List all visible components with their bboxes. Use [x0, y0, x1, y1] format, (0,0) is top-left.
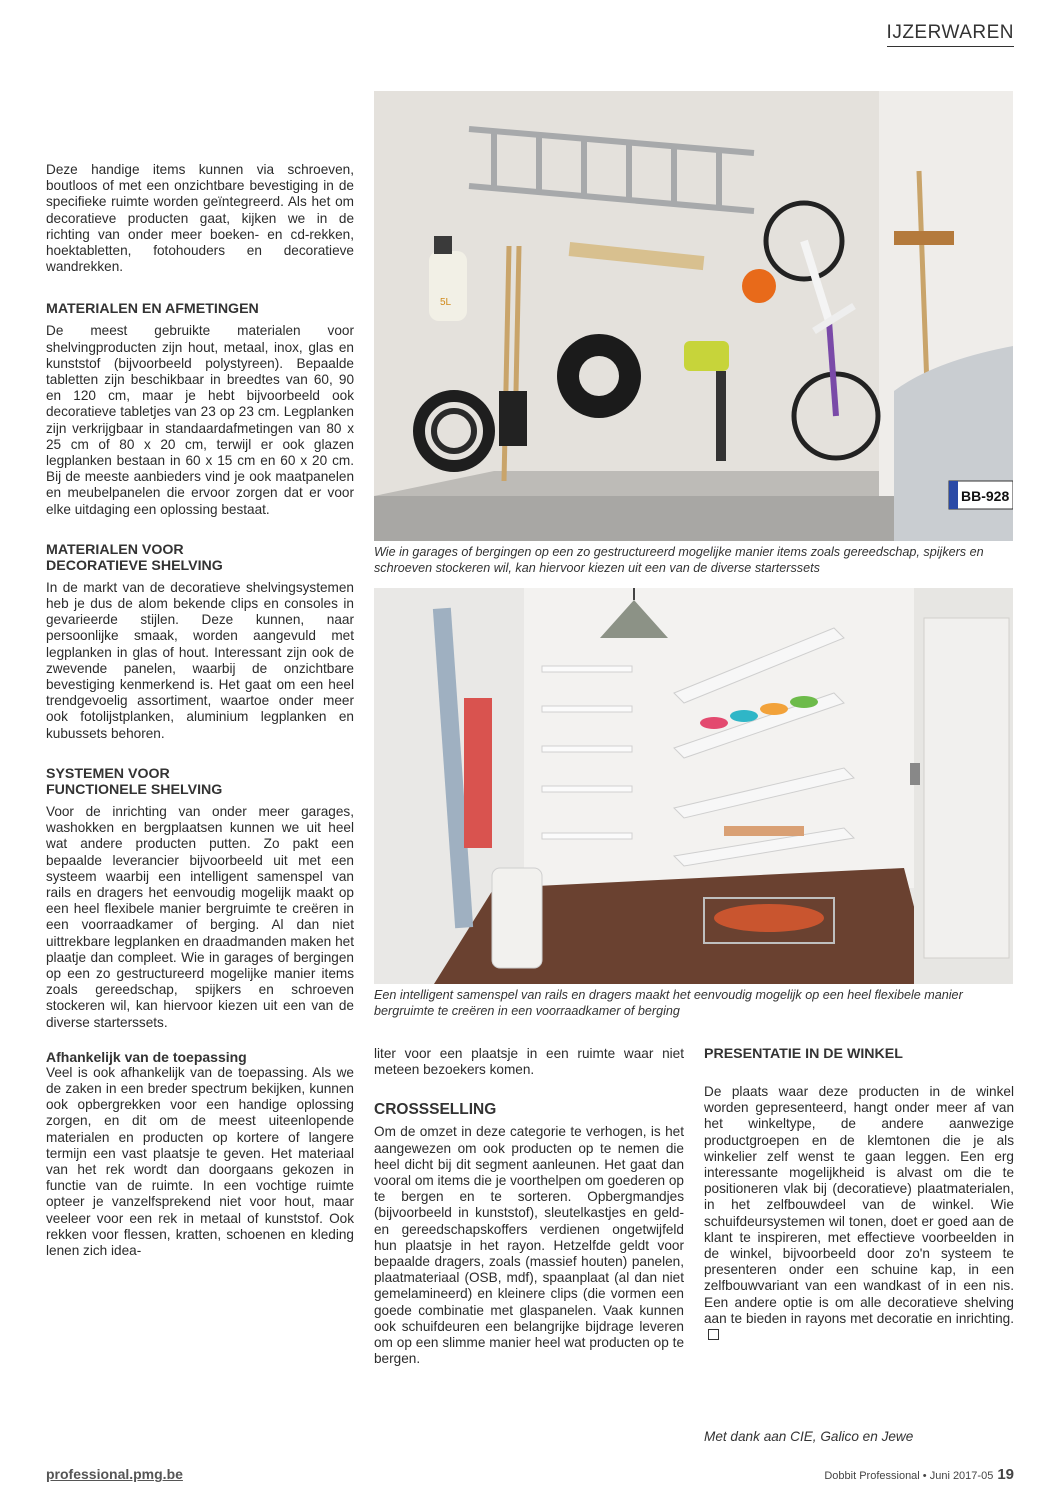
heading-functional-line2: FUNCTIONELE SHELVING	[46, 781, 223, 798]
heading-functional	[46, 766, 354, 798]
end-mark-icon	[708, 1329, 719, 1340]
photo-garage-storage	[374, 91, 1013, 541]
intro-paragraph: Deze handige items kunnen via schroeven, boutloos of met een onzichtbare bevestiging in de specifieke ruimte worden geïntegreerd. Als het om decoratieve producten gaat, kijken we in de richting van onder meer boeken- en cd-rekken, hoektabletten, fotohouders en decoratieve wandrekken.	[46, 162, 354, 275]
left-column	[46, 162, 354, 1273]
caption-photo-2: Een intelligent samenspel van rails en dragers maakt het eenvoudig mogelijk op een heel flexibele manier bergruimte te creëren in een voorraadkamer of berging	[374, 988, 963, 1018]
paragraph-application: Veel is ook afhankelijk van de toepassing. Als we de zaken in een breder spectrum bekijken, kunnen ook opbergrekken voor een handige oplossing zorgen, en dit om de meest uiteenlopende materialen en producten op kortere of langere termijn een vast plaatsje te geven. Het materiaal van het rek wordt dan doorgaans gekozen in functie van de ruimte. In een vochtige ruimte opteer je vanzelfsprekend niet voor hout, maar veeleer voor een rek in metaal of kunststof. Ook rekken voor flessen, kratten, schoenen en kleding lenen zich idea-	[46, 1064, 354, 1258]
paragraph-crossselling: Om de omzet in deze categorie te verhogen, is het aangewezen om ook producten op te nemen die heel dicht bij dit segment aanleunen. Het gaat dan vooral om items die je voorthelpen om goederen op te bergen en te sorteren. Opbergmandjes (bijvoorbeeld in kunststof), sleutelkastjes en geld- en gereedschapskoffers verdienen ongetwijfeld hun plaatsje in het rayon. Hetzelfde geldt voor bepaalde dragers, zoals (massief houten) panelen, plaatmateriaal (OSB, mdf), spaanplaat (al dan niet gemelamineerd) en kleinere clips (die vormen een goede combinatie met glaspanelen. Vaak kunnen ook schuifdeuren een belangrijke bijdrage leveren om op een slimme manier heel wat producten op te bergen.	[374, 1124, 684, 1367]
middle-column	[374, 1046, 684, 1381]
caption-photo-1: Wie in garages of bergingen op een zo gestructureerd mogelijke manier items zoals gereedschap, spijkers en schroeven stockeren wil, kan hiervoor kiezen uit een van de diverse starterssets	[374, 545, 984, 575]
paragraph-materials: De meest gebruikte materialen voor shelvingproducten zijn hout, metaal, inox, glas en kunststof (bijvoorbeeld polystyreen). Bepaalde tabletten zijn beschikbaar in breedtes van 60, 90 en 120 cm, maar je hebt bijvoorbeeld ook decoratieve tabletjes van 23 op 23 cm. Legplanken zijn verkrijgbaar in standaardafmetingen van 80 x 25 cm of 80 x 20 cm, terwijl er ook glazen legplanken bestaan in 60 x 15 cm en 60 x 20 cm. Bij de meeste aanbieders vind je ook maatpanelen en meubelpanelen die ervoor zorgen dat er voor elke uitdaging een oplossing bestaat.	[46, 323, 354, 517]
credits: Met dank aan CIE, Galico en Jewe	[704, 1429, 914, 1444]
paragraph-functional: Voor de inrichting van onder meer garages, washokken en bergplaatsen kunnen we uit heel wat andere producten putten. Zo pakt een bepaalde leverancier bijvoorbeeld uit met een systeem waarbij een intelligent samenspel van rails en dragers het eenvoudig mogelijk maakt op een heel flexibele manier bergruimte te creëren in een voorraadkamer of berging. Al dan niet uittrekbare legplanken en draadmanden maken het plaatje dan compleet. Wie in garages of bergingen op een zo gestructureerd mogelijke manier items zoals gereedschap, spijkers en schroeven stockeren wil, kan hiervoor kiezen uit een van de diverse starterssets.	[46, 803, 354, 1030]
paragraph-decorative: In de markt van de decoratieve shelvingsystemen heb je dus de alom bekende clips en consoles in gevarieerde stijlen. Deze kunnen, naar persoonlijke smaak, worden aangevuld met legplanken in glas of hout. Interessant zijn ook de zwevende panelen, waarbij de onzichtbare bevestiging kenmerkend is. Het gaat om een heel trendgevoelig assortiment, waartoe onder meer ook fotolijstplanken, aluminium legplanken en kubussets behoren.	[46, 579, 354, 741]
heading-crossselling: CROSSSELLING	[374, 1101, 497, 1119]
pantry-illustration	[374, 588, 1013, 984]
garage-illustration	[374, 91, 1013, 541]
section-tag: IJZERWAREN	[887, 22, 1014, 47]
footer-publication	[824, 1466, 1014, 1483]
footer-url[interactable]: professional.pmg.be	[46, 1466, 183, 1482]
paragraph-continued: liter voor een plaatsje in een ruimte waar niet meteen bezoekers komen.	[374, 1046, 684, 1078]
heading-decorative-line2: DECORATIEVE SHELVING	[46, 557, 223, 574]
heading-functional-line1: SYSTEMEN VOOR	[46, 765, 170, 782]
publication-info: Dobbit Professional • Juni 2017-05	[824, 1470, 994, 1482]
right-column	[704, 1046, 1014, 1357]
sprayer-label: 5L	[440, 297, 452, 308]
heading-decorative	[46, 542, 354, 574]
paragraph-store-presentation	[704, 1084, 1014, 1343]
photo-pantry-shelving	[374, 588, 1013, 984]
heading-store-presentation: PRESENTATIE IN DE WINKEL	[704, 1046, 903, 1062]
license-plate: BB-928	[961, 488, 1010, 504]
heading-materials: MATERIALEN EN AFMETINGEN	[46, 301, 259, 318]
paragraph-store-text: De plaats waar deze producten in de winkel worden gepresenteerd, hangt onder meer af van het winkeltype, de andere aanwezige productgroepen en de klemtonen die je als winkelier zelf wenst te gaan leggen. Een erg interessante mogelijkheid is alvast om die te positioneren vlak bij (decoratieve) plaatmaterialen, in het zelfbouwdeel van de winkel. Wie schuifdeursystemen wil tonen, doet er goed aan de klant te inspireren, met effectieve voorbeelden in de winkel, bijvoorbeeld door zo'n systeem te presenteren onder een schuine kap, in een zelfbouwvariant van een wandkast of in een nis. Een andere optie is om alle decoratieve shelving aan te bieden in rayons met decoratie en inrichting.	[704, 1084, 1014, 1326]
page-number: 19	[997, 1466, 1014, 1483]
subheading-application: Afhankelijk van de toepassing	[46, 1048, 247, 1065]
heading-decorative-line1: MATERIALEN VOOR	[46, 541, 184, 558]
